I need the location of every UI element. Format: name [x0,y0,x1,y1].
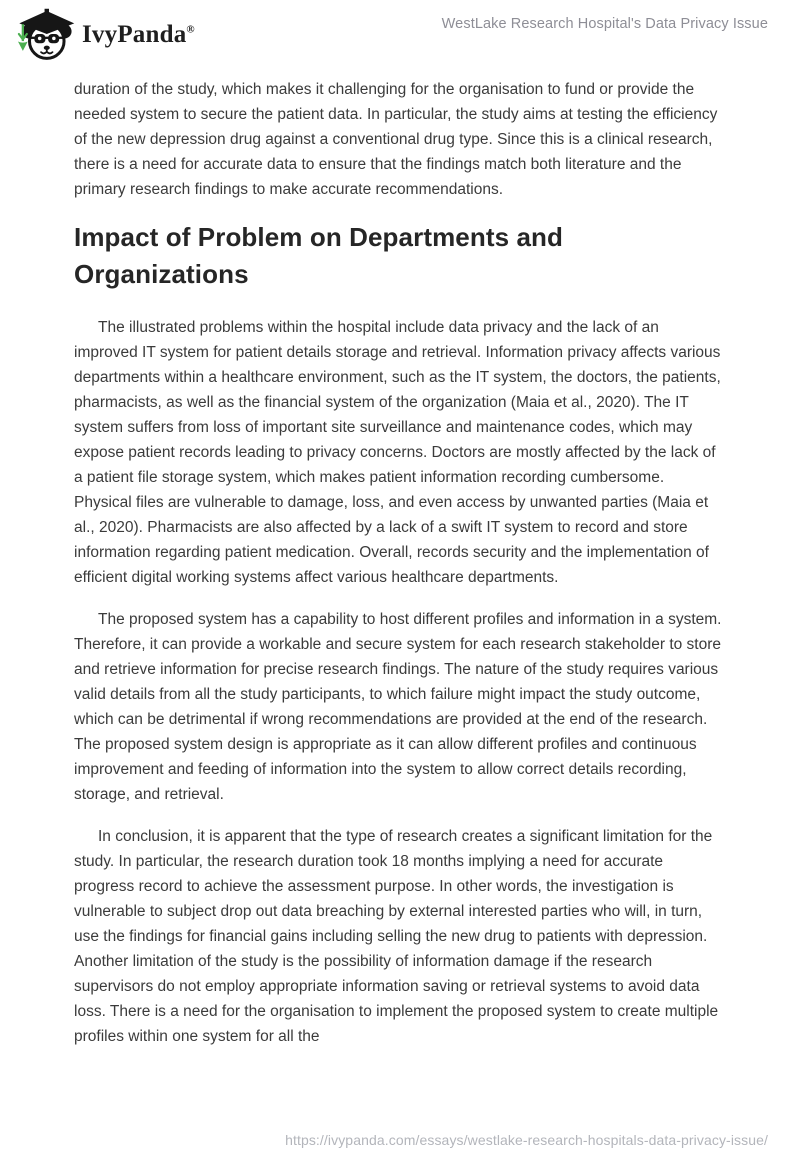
article-body [74,66,724,1049]
ivypanda-logo[interactable] [14,7,195,61]
paragraph-impact-departments: The illustrated problems within the hospital include data privacy and the lack of an improved IT system for patient details storage and retrieval. Information privacy affects various departments within a healthcare environment, such as the IT system, the doctors, the patients, pharmacists, as well as the financial system of the organization (Maia et al., 2020). The IT system suffers from loss of important site surveillance and maintenance codes, which may expose patient records leading to privacy concerns. Doctors are mostly affected by the lack of a patient file storage system, which makes patient information recording cumbersome. Physical files are vulnerable to damage, loss, and even access by unwanted parties (Maia et al., 2020). Pharmacists are also affected by a lack of a swift IT system to record and store information regarding patient medication. Overall, records security and the implementation of efficient digital working systems affect various healthcare departments. [74,319,721,586]
paragraph-proposed-system: The proposed system has a capability to host different profiles and information in a system. Therefore, it can provide a workable and secure system for each research stakeholder to store and retrieve information for precise research findings. The nature of the study requires various valid details from all the study participants, to which failure might impact the study outcome, which can be detrimental if wrong recommendations are provided at the end of the research. The proposed system design is appropriate as it can allow different profiles and continuous improvement and feeding of information into the system to allow correct details recording, storage, and retrieval. [74,611,722,803]
brand-wordmark: IvyPanda® [82,20,195,48]
paragraph-intro-continuation: duration of the study, which makes it challenging for the organisation to fund or provide the needed system to secure the patient data. In particular, the study aims at testing the efficiency of the new depression drug against a conventional drug type. Since this is a clinical research, there is a need for accurate data to ensure that the findings match both literature and the primary research findings to make accurate recommendations. [74,81,718,198]
page-header [0,0,800,66]
section-heading: Impact of Problem on Departments and Organizations [74,222,564,289]
panda-graduate-icon [14,7,76,61]
document-title: WestLake Research Hospital's Data Privacy Issue [441,16,768,32]
source-url-link[interactable]: https://ivypanda.com/essays/westlake-research-hospitals-data-privacy-issue/ [285,1132,768,1148]
paragraph-conclusion: In conclusion, it is apparent that the type of research creates a significant limitation for the study. In particular, the research duration took 18 months implying a need for accurate progress record to achieve the assessment purpose. In other words, the investigation is vulnerable to subject drop out data breaching by external interested parties who will, in turn, use the findings for financial gains including selling the new drug to patients with depression. Another limitation of the study is the possibility of information damage if the research supervisors do not employ appropriate information saving or retrieval systems to avoid data loss. There is a need for the organisation to implement the proposed system to create multiple profiles within one system for all the [74,828,719,1045]
registered-trademark: ® [186,23,195,36]
